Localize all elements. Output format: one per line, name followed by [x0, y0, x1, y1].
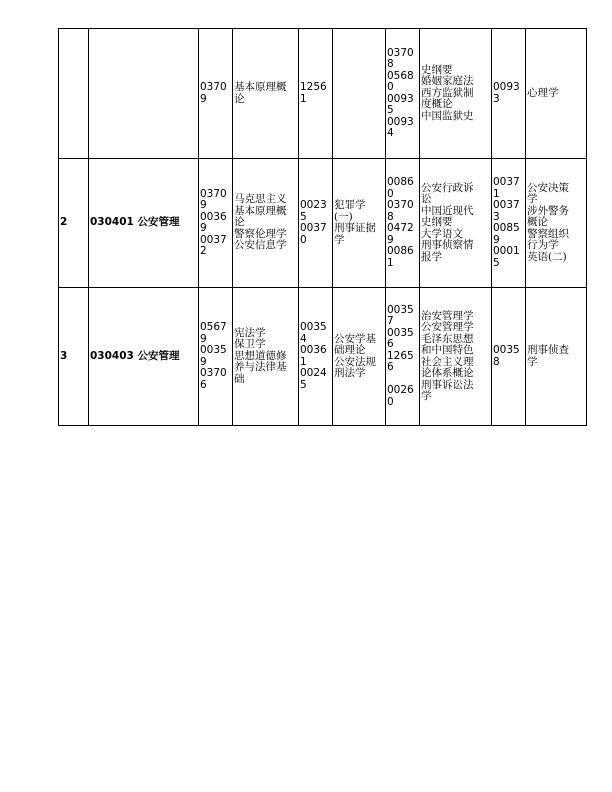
row-number: 2 — [59, 159, 89, 288]
course-names: 宪法学 保卫学 思想道德修 养与法律基 础 — [233, 288, 299, 426]
course-table — [58, 28, 587, 426]
course-names: 治安管理学 公安管理学 毛泽东思想 和中国特色 社会主义理 论体系概论 刑事诉讼法 学 — [420, 288, 492, 426]
major-name: 030401 公安管理 — [89, 159, 199, 288]
table-row — [59, 288, 587, 426]
course-names: 犯罪学 (一) 刑事证据 学 — [333, 159, 386, 288]
course-names: 公安决策 学 涉外警务 概论 警察组织 行为学 英语(二) — [526, 159, 587, 288]
course-codes: 0567 9 0035 9 0370 6 — [199, 288, 233, 426]
course-codes: 0035 4 0036 1 0024 5 — [299, 288, 333, 426]
course-names — [333, 29, 386, 159]
course-names: 基本原理概 论 — [233, 29, 299, 159]
course-codes: 1256 1 — [299, 29, 333, 159]
course-codes: 0037 1 0037 3 0085 9 0001 5 — [492, 159, 526, 288]
course-codes: 0035 8 — [492, 288, 526, 426]
table-row — [59, 159, 587, 288]
course-codes: 0086 0 0370 8 0472 9 0086 1 — [386, 159, 420, 288]
course-names: 公安行政诉 讼 中国近现代 史纲要 大学语文 刑事侦察情 报学 — [420, 159, 492, 288]
course-codes: 0370 9 — [199, 29, 233, 159]
major-name — [89, 29, 199, 159]
row-number — [59, 29, 89, 159]
major-name: 030403 公安管理 — [89, 288, 199, 426]
row-number: 3 — [59, 288, 89, 426]
course-names: 心理学 — [526, 29, 587, 159]
course-codes: 0370 8 0568 0 0093 5 0093 4 — [386, 29, 420, 159]
course-codes: 0035 7 0035 6 1265 6 0026 0 — [386, 288, 420, 426]
course-codes: 0023 5 0037 0 — [299, 159, 333, 288]
course-names: 马克思主义 基本原理概 论 警察伦理学 公安信息学 — [233, 159, 299, 288]
course-names: 刑事侦查 学 — [526, 288, 587, 426]
course-names: 公安学基 础理论 公安法规 刑法学 — [333, 288, 386, 426]
course-codes: 0093 3 — [492, 29, 526, 159]
course-codes: 0370 9 0036 9 0037 2 — [199, 159, 233, 288]
course-names: 史纲要 婚姻家庭法 西方监狱制 度概论 中国监狱史 — [420, 29, 492, 159]
table-row — [59, 29, 587, 159]
